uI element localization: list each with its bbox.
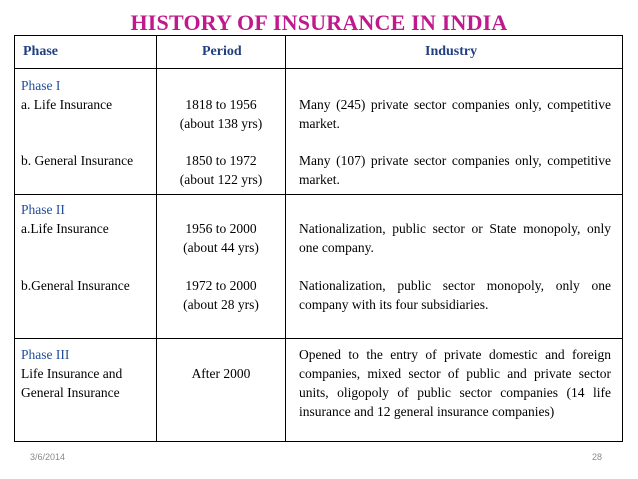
period-duration: (about 138 yrs) [179, 116, 263, 131]
period-range: 1956 to 2000 [185, 221, 257, 236]
header-period: Period [202, 44, 242, 59]
insurance-type: Life Insurance and [21, 366, 123, 381]
row-divider [15, 338, 622, 339]
phase-label: Phase III [21, 347, 70, 362]
period-duration: (about 28 yrs) [183, 297, 259, 312]
industry-description: Many (245) private sector companies only, competitive market. [299, 97, 611, 131]
industry-description: Nationalization, public sector monopoly, only one company with its four subsidiaries. [299, 278, 611, 312]
period-range: After 2000 [191, 366, 251, 381]
industry-description: Opened to the entry of private domestic and foreign companies, mixed sector of public and private sector units, oligopoly of public sector companies (14 life insurance and 12 general insurance companies) [299, 347, 611, 419]
period-duration: (about 44 yrs) [183, 240, 259, 255]
history-table [14, 35, 623, 442]
period-range: 1972 to 2000 [185, 278, 257, 293]
period-duration: (about 122 yrs) [179, 172, 263, 187]
column-divider [285, 36, 286, 441]
table-header [15, 36, 622, 69]
page-number: 28 [592, 452, 603, 462]
page-title: HISTORY OF INSURANCE IN INDIA [130, 10, 508, 35]
phase-label: Phase I [21, 78, 61, 93]
insurance-type: a.Life Insurance [21, 221, 109, 236]
header-phase: Phase [23, 44, 58, 59]
header-industry: Industry [425, 44, 478, 59]
footer-date: 3/6/2014 [30, 452, 66, 462]
insurance-type: a. Life Insurance [21, 97, 113, 112]
period-range: 1850 to 1972 [185, 153, 257, 168]
industry-description: Many (107) private sector companies only, competitive market. [299, 153, 611, 187]
period-range: 1818 to 1956 [185, 97, 257, 112]
insurance-type: b. General Insurance [21, 153, 134, 168]
insurance-type: b.General Insurance [21, 278, 130, 293]
phase-label: Phase II [21, 202, 65, 217]
insurance-type: General Insurance [21, 385, 120, 400]
industry-description: Nationalization, public sector or State monopoly, only one company. [299, 221, 611, 255]
row-divider [15, 194, 622, 195]
